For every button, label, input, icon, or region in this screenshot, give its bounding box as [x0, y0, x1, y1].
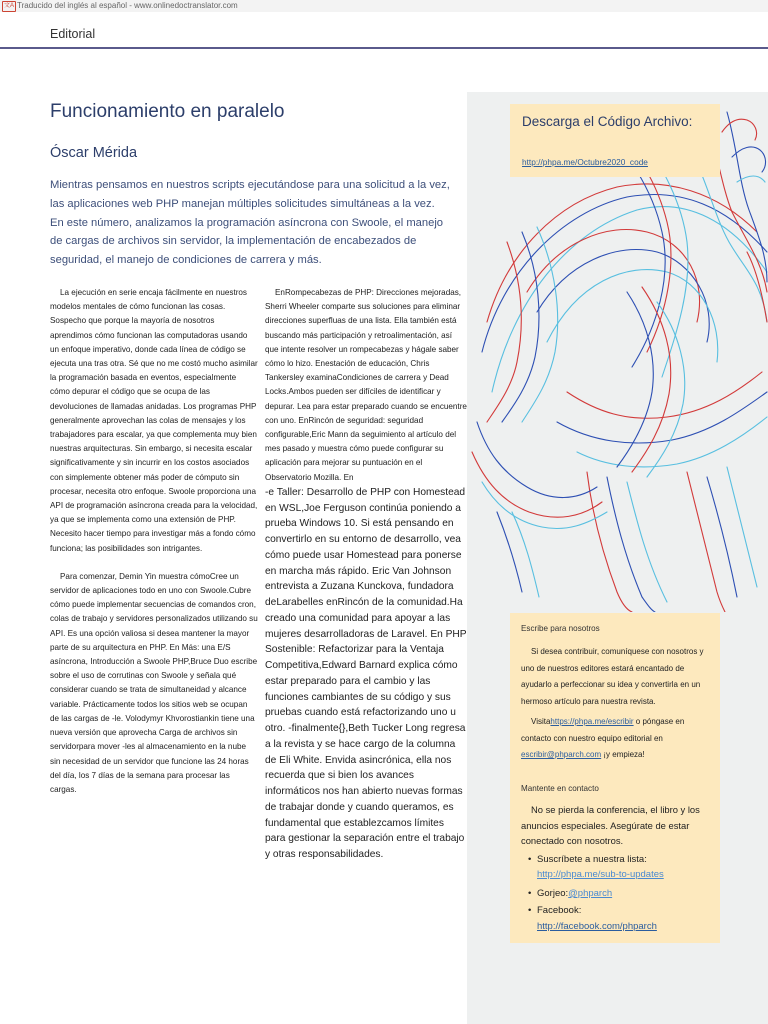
facebook-link[interactable]: http://facebook.com/phparch — [537, 920, 657, 932]
gorjeo-label: Gorjeo: — [537, 887, 569, 899]
list-item — [528, 852, 718, 883]
body-paragraph: La ejecución en serie encaja fácilmente en nuestros modelos mentales de cómo funcionan las cosas. Sospecho que porque la mayoría de nosotros aprendimos cómo funcionan las computadoras usando un enfoque imperativo, donde cada línea de código se ejecuta una tras otra. Sé que no me costó mucho asimilar la programación basada en eventos, especialmente cómo depurar el código que se ocupa de las devoluciones de llamadas anidadas. Los programas PHP generalmente aprovechan las colas de mensajes y los trabajadores para escalar, ya que complementa muy bien nuestras arquitecturas. Sin embargo, si necesita escalar significativamente y sin incurrir en los costos asociados con simplemente obtener más poder de cómputo sin procesar, necesita otro enfoque. Swoole proporciona una API de programación asíncrona creada para la velocidad, ya que se implementa como una extensión de PHP. Necesito hacer tiempo para investigar más a fondo cómo funciona; las posibilidades son intrigantes. — [50, 288, 258, 553]
section-label: Editorial — [50, 27, 96, 41]
contact-text: o póngase en contacto con nuestro equipo editorial en — [521, 717, 685, 743]
list-item — [528, 886, 718, 901]
article-title: Funcionamiento en paralelo — [50, 101, 285, 122]
start-text: ¡y empieza! — [601, 750, 645, 759]
contact-list — [528, 852, 718, 934]
body-paragraph: EnRompecabezas de PHP: Direcciones mejoradas, Sherri Wheeler comparte sus soluciones para eliminar direcciones superfluas de una lista. Ella también está buscando más participación y retroalimentación, así que intente resolver un rompecabezas y hágale saber cómo lo hizo. Enestación de educación, Chris Tankersley examinaCondiciones de carrera y Dead Locks.Ambos pueden ser difíciles de identificar y depurar. Lea para estar preparado cuando se encuentre con uno. EnRincón de seguridad: seguridad configurable,Eric Mann da seguimiento al artículo del mes pasado y muestra cómo puede configurar su aplicación para mejorar su puntuación en el Observatorio Mozilla. En — [265, 288, 467, 482]
header-rule — [0, 47, 768, 49]
download-code-box — [510, 104, 720, 177]
translate-icon: 文A — [2, 1, 16, 12]
write-email-link[interactable]: escribir@phparch.com — [521, 750, 602, 759]
write-paragraph: Si desea contribuir, comuníquese con nosotros y uno de nuestros editores estará encantado de ayudarlo a perfeccionar su idea y convertirla en un hermoso artículo para nuestra revista. — [521, 647, 704, 706]
body-paragraph: Para comenzar, Demin Yin muestra cómoCree un servidor de aplicaciones todo en uno con Swoole.Cubre cómo puede implementar secuencias de comandos cron, colas de trabajo y servidores personalizados utilizando su API. Es una opción valiosa si desea mantener la mayor parte de su arquitectura en PHP. En Más: una E/S asíncrona, Introducción a Swoole PHP,Bruce Duo escribe sobre el uso de corrutinas con Swoole y señala qué considerar cuando se trata de simultaneidad y alcance variable. Prácticamente todos los sitios web se ocupan de las cargas de -le. Volodymyr Khvorostiankin tiene una nueva versión que aprovecha Carga de archivos sin servidorpara mover -les al almacenamiento en la nube sin necesidad de un servidor que funcione las 24 horas del día, los 7 días de la semana para procesar las cargas. — [50, 571, 258, 794]
write-for-us-box — [510, 613, 720, 943]
download-box-title: Descarga el Código Archivo: — [522, 114, 693, 129]
contact-heading: Mantente en contacto — [521, 784, 599, 793]
list-item — [528, 903, 718, 934]
subscribe-label: Suscríbete a nuestra lista: — [537, 854, 647, 865]
visit-text: Visita — [531, 717, 551, 726]
body-column-1 — [50, 286, 258, 797]
body-column-2 — [265, 286, 467, 863]
write-paragraph-2 — [521, 714, 714, 764]
write-text — [521, 644, 714, 764]
facebook-label: Facebook: — [537, 905, 582, 917]
contact-paragraph: No se pierda la conferencia, el libro y los anuncios especiales. Asegúrate de estar conectado con nosotros. — [521, 804, 700, 847]
write-heading: Escribe para nosotros — [521, 624, 600, 633]
download-code-link[interactable]: http://phpa.me/Octubre2020_code — [522, 157, 648, 167]
translator-bar-text[interactable]: Traducido del inglés al español - www.onlinedoctranslator.com — [17, 1, 238, 10]
translator-bar — [0, 0, 768, 12]
article-lead: Mientras pensamos en nuestros scripts ejecutándose para una solicitud a la vez, las aplicaciones web PHP manejan múltiples solicitudes simultáneas a la vez. En este número, analizamos la programación asíncrona con Swoole, el manejo de cargas de archivos sin servidor, la implementación de encabezados de seguridad, el manejo de condiciones de carrera y más. — [50, 179, 450, 267]
subscribe-link[interactable]: http://phpa.me/sub-to-updates — [537, 869, 664, 881]
write-link[interactable]: https://phpa.me/escribir — [550, 717, 634, 726]
contact-text-block — [521, 802, 714, 849]
article-author: Óscar Mérida — [50, 145, 138, 161]
twitter-link[interactable]: @phparch — [568, 887, 613, 899]
body-paragraph: -e Taller: Desarrollo de PHP con Homestead en WSL,Joe Ferguson continúa poniendo a prueba Windows 10. Si está pensando en convertirlo en su entorno de desarrollo, vea cómo puede usar Homestead para ponerse en marcha más rápido. Eric Van Johnson entrevista a Zuzana Kunckova, fundadora deLarabelles enRincón de la comunidad.Ha creado una comunidad para apoyar a las mujeres desarrolladoras de Laravel. En PHP Sostenible: Refactorizar para la Ventaja Competitiva,Edward Barnard explica cómo estar preparado para el cambio y las funciones cambiantes de su código y sus pruebas cuando está refactorizando uno u otro. -finalmente{},Beth Tucker Long regresa a la revista y se hace cargo de la columna de Eli White. Envida asincrónica, ella nos recuerda que si bien los avances informáticos nos han abierto nuevas formas de trabajar donde y cuando queramos, es fundamental que establezcamos límites para gestionar la separación entre el trabajo y otras responsabilidades. — [265, 486, 467, 861]
